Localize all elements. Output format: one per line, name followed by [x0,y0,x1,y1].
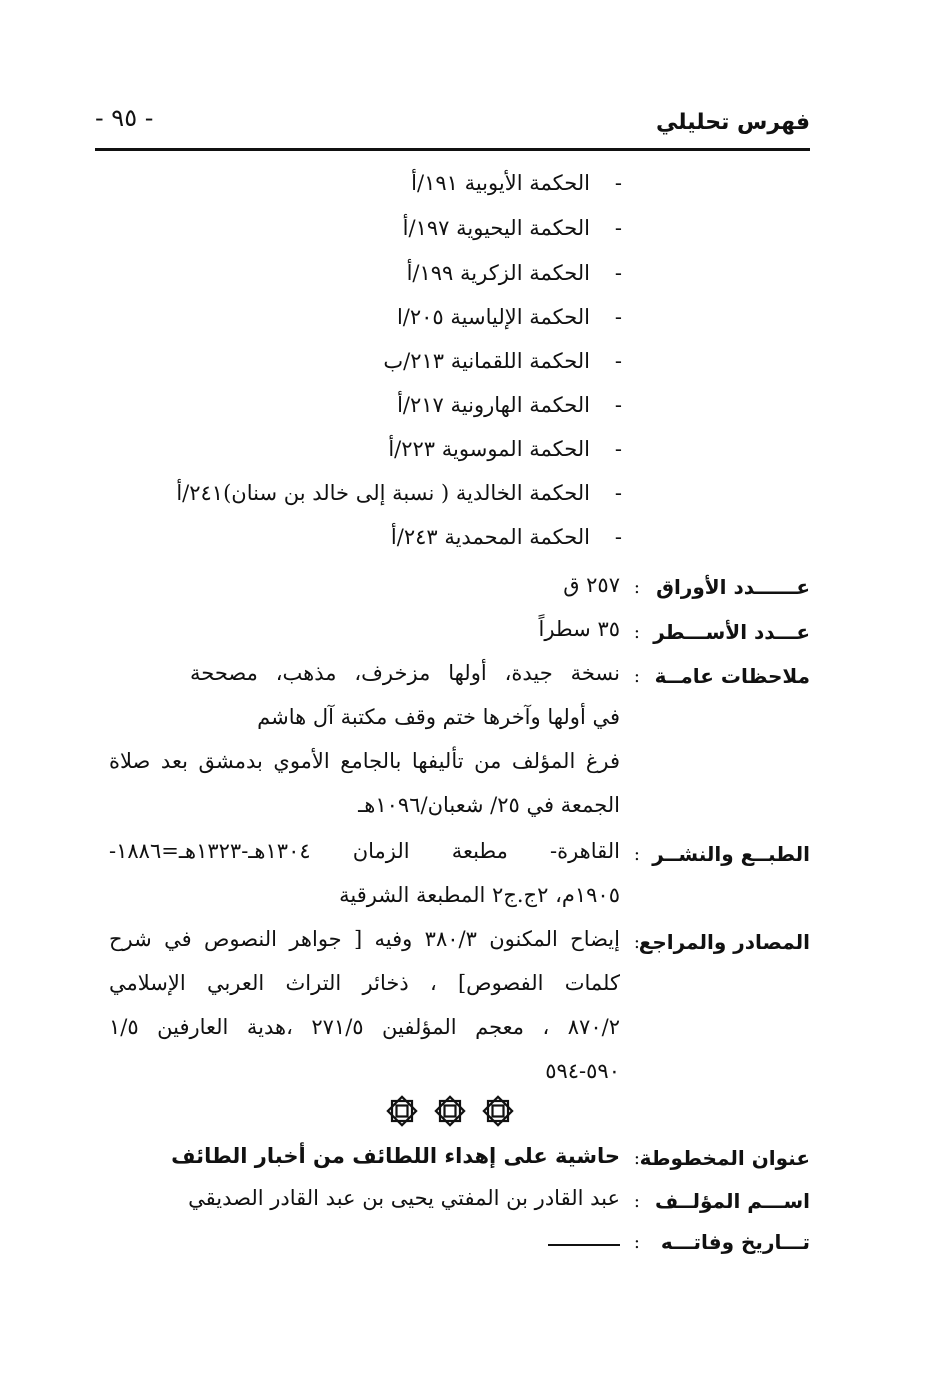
sources-line: ٨٧٠/٢ ، معجم المؤلفين ٢٧١/٥ ،هدية العارفين ١/٥ [109,1015,620,1039]
sources-label: المصادر والمراجع [638,930,810,954]
list-dash: - [614,525,622,549]
octagram-ornament-icon [481,1094,515,1128]
notes-label: ملاحظات عامــة [654,664,810,688]
list-dash: - [614,393,622,417]
list-item [383,349,622,373]
list-dash: - [614,216,622,240]
header-rule [95,148,810,151]
page-header [95,100,810,148]
field-colon: : [633,932,640,953]
field-colon: : [633,844,640,865]
running-title: فهرس تحليلي [656,110,810,135]
list-item-text: الحكمة الخالدية ( نسبة إلى خالد بن سنان)٢٤١/أ [176,481,590,505]
list-item [388,437,622,461]
sources-line: إيضاح المكنون ٣٨٠/٣ وفيه [ جواهر النصوص في شرح [109,927,620,951]
field-colon: : [633,666,640,687]
list-dash: - [614,349,622,373]
list-item-text: الحكمة اللقمانية ٢١٣/ب [383,349,590,373]
list-item [176,481,622,505]
sources-line: كلمات الفصوص] ، ذخائر التراث العربي الإسلامي [109,971,620,995]
section-divider [385,1094,515,1128]
publication-label: الطبــع والنشــر [652,842,810,866]
field-colon: : [633,1232,640,1253]
octagram-ornament-icon [385,1094,419,1128]
manuscript-title-value: حاشية على إهداء اللطائف من أخبار الطائف [171,1144,620,1168]
list-dash: - [614,305,622,329]
list-item [407,261,622,285]
death-date-label: تـــاريخ وفاتـــه [660,1230,810,1254]
lines-count-value: ٣٥ سطراً [538,617,620,641]
list-item [397,393,622,417]
manuscript-title-label: عنوان المخطوطة [639,1146,810,1170]
field-colon: : [633,1191,640,1212]
list-dash: - [614,261,622,285]
notes-line: نسخة جيدة، أولها مزخرف، مذهب، مصححة [190,661,620,685]
list-item [403,216,622,240]
list-item [411,171,622,195]
lines-count-label: عـــدد الأســـطر [653,620,810,644]
publication-line: ١٩٠٥م، ٢ج.ج٢ المطبعة الشرقية [339,883,620,907]
list-item-text: الحكمة الأيوبية ١٩١/أ [411,171,590,195]
list-item [391,525,622,549]
sources-line: ٥٩٠-٥٩٤ [545,1059,620,1083]
author-value: عبد القادر بن المفتي يحيى بن عبد القادر الصديقي [188,1186,620,1210]
death-date-blank [548,1244,620,1246]
notes-line: فرغ المؤلف من تأليفها بالجامع الأموي بدمشق بعد صلاة [109,749,620,773]
list-item-text: الحكمة الزكرية ١٩٩/أ [406,261,590,285]
list-item [397,305,622,329]
list-item-text: الحكمة اليحيوية ١٩٧/أ [402,216,590,240]
list-dash: - [614,481,622,505]
field-colon: : [633,1148,640,1169]
list-item-text: الحكمة الهارونية ٢١٧/أ [397,393,590,417]
field-colon: : [633,577,640,598]
folios-value: ٢٥٧ ق [563,573,620,597]
page-number: - ٩٥ - [95,104,154,132]
octagram-ornament-icon [433,1094,467,1128]
field-colon: : [633,622,640,643]
folios-label: عــــــدد الأوراق [656,575,810,599]
list-dash: - [614,171,622,195]
publication-line: القاهرة- مطبعة الزمان ١٣٠٤هـ-١٣٢٣هـ=١٨٨٦- [109,839,620,863]
list-item-text: الحكمة الموسوية ٢٢٣/أ [388,437,590,461]
author-label: اســـم المؤلــف [655,1189,810,1213]
list-item-text: الحكمة الإلياسية ٢٠٥/ا [396,305,590,329]
list-item-text: الحكمة المحمدية ٢٤٣/أ [390,525,590,549]
list-dash: - [614,437,622,461]
notes-line: في أولها وآخرها ختم وقف مكتبة آل هاشم [257,705,620,729]
notes-line: الجمعة في ٢٥/ شعبان/١٠٩٦هـ [358,793,620,817]
